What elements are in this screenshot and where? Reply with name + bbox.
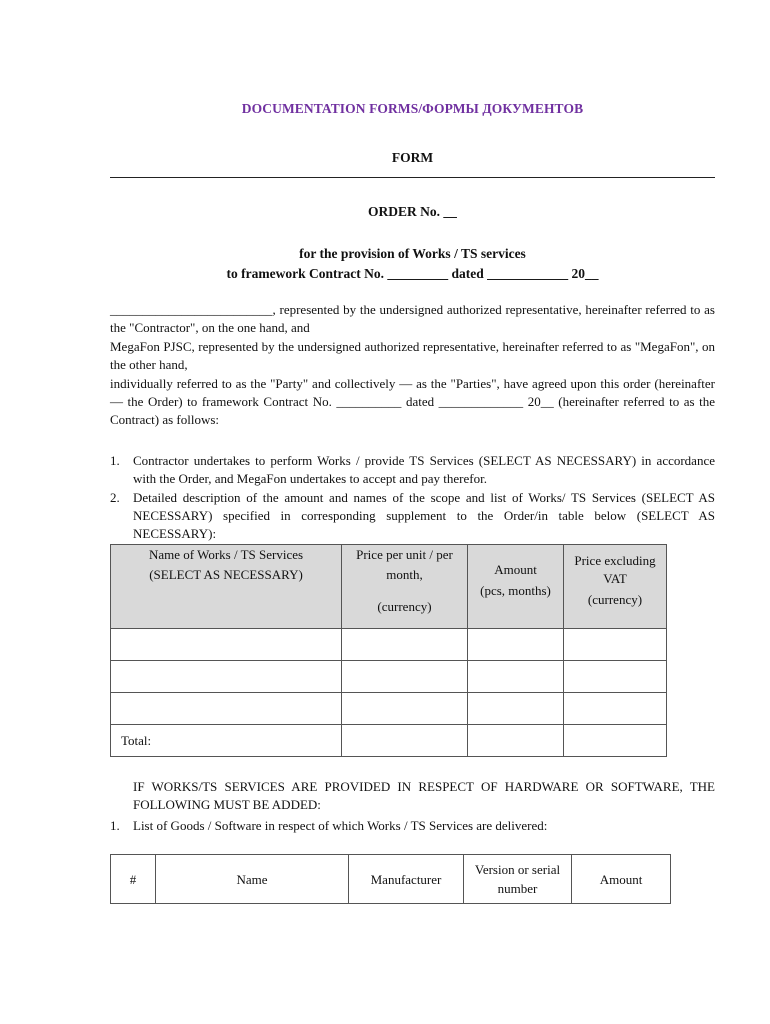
table-row xyxy=(111,661,667,693)
table-cell[interactable] xyxy=(342,725,468,757)
table-cell[interactable] xyxy=(564,629,667,661)
works-table xyxy=(110,544,667,757)
header-text: (pcs, months) xyxy=(480,583,551,598)
list-item-number: 2. xyxy=(110,490,120,505)
header-text: Price per unit / per xyxy=(356,547,453,562)
table-cell[interactable] xyxy=(468,661,564,693)
table-cell[interactable] xyxy=(468,725,564,757)
table-cell[interactable] xyxy=(342,629,468,661)
works-col-price-excl-vat-header xyxy=(564,545,667,629)
total-row xyxy=(111,725,667,757)
header-text: Amount xyxy=(494,562,537,577)
provision-line-2: to framework Contract No. _________ dated ____________ 20__ xyxy=(226,266,599,281)
table-cell[interactable] xyxy=(564,725,667,757)
works-col-name-header xyxy=(111,545,342,629)
header-text: month, xyxy=(386,567,423,582)
hardware-software-note: IF WORKS/TS SERVICES ARE PROVIDED IN RESPECT OF HARDWARE OR SOFTWARE, THE FOLLOWING MUST BE ADDED: xyxy=(133,779,715,812)
table-cell[interactable] xyxy=(468,629,564,661)
table-row xyxy=(111,629,667,661)
list-item-number: 1. xyxy=(110,453,120,468)
table-cell[interactable] xyxy=(111,693,342,725)
table-cell[interactable] xyxy=(111,629,342,661)
list-item-text: Contractor undertakes to perform Works / provide TS Services (SELECT AS NECESSARY) in accordance with the Order, and MegaFon undertakes to accept and pay therefor. xyxy=(133,453,715,486)
header-text: Price excluding xyxy=(574,553,656,568)
table-cell[interactable] xyxy=(468,693,564,725)
table-row xyxy=(111,693,667,725)
provision-line-1: for the provision of Works / TS services xyxy=(299,246,526,261)
form-divider xyxy=(110,177,715,178)
header-text: (currency) xyxy=(377,599,432,614)
table-cell[interactable] xyxy=(111,661,342,693)
list-item-number: 1. xyxy=(110,818,120,833)
goods-table-header-row xyxy=(111,855,671,904)
order-number-heading: ORDER No. __ xyxy=(368,204,457,219)
megafon-paragraph: MegaFon PJSC, represented by the undersigned authorized representative, hereinafter referred to as "MegaFon", on the other hand, xyxy=(110,339,715,372)
list-item-text: List of Goods / Software in respect of which Works / TS Services are delivered: xyxy=(133,818,548,833)
header-text: (currency) xyxy=(587,592,643,607)
parties-paragraph: individually referred to as the "Party" and collectively — as the "Parties", have agreed upon this order (hereinafter — the Order) to framework Contract No. __________ dated _____________ 20__ (hereinafter referred to as the Contract) as follows: xyxy=(110,376,715,427)
form-label: FORM xyxy=(391,150,434,165)
goods-table xyxy=(110,854,671,904)
header-text: (SELECT AS NECESSARY) xyxy=(149,567,303,582)
header-text: VAT xyxy=(603,571,627,586)
goods-col-number-header: # xyxy=(111,855,156,904)
goods-col-manufacturer-header: Manufacturer xyxy=(349,855,464,904)
provision-heading xyxy=(0,244,770,284)
contractor-paragraph: _________________________, represented by the undersigned authorized representative, hereinafter referred to as the "Contractor", on the one hand, and xyxy=(110,302,715,335)
header-text: Name of Works / TS Services xyxy=(148,547,304,562)
works-table-header-row xyxy=(111,545,667,629)
table-cell[interactable] xyxy=(564,693,667,725)
total-label: Total: xyxy=(111,725,342,757)
document-section-title: DOCUMENTATION FORMS/ФОРМЫ ДОКУМЕНТОВ xyxy=(241,101,584,116)
list-item xyxy=(110,817,715,835)
works-col-amount-header xyxy=(468,545,564,629)
list-item xyxy=(110,452,715,488)
works-col-price-header xyxy=(342,545,468,629)
table-cell[interactable] xyxy=(564,661,667,693)
table-cell[interactable] xyxy=(342,661,468,693)
list-item-text: Detailed description of the amount and names of the scope and list of Works/ TS Services (SELECT AS NECESSARY) specified in corresponding supplement to the Order/in table below (SELECT AS NECESSARY): xyxy=(133,490,715,541)
goods-col-amount-header: Amount xyxy=(572,855,671,904)
goods-col-name-header: Name xyxy=(156,855,349,904)
list-item xyxy=(110,489,715,543)
goods-col-version-header: Version or serial number xyxy=(464,855,572,904)
table-cell[interactable] xyxy=(342,693,468,725)
